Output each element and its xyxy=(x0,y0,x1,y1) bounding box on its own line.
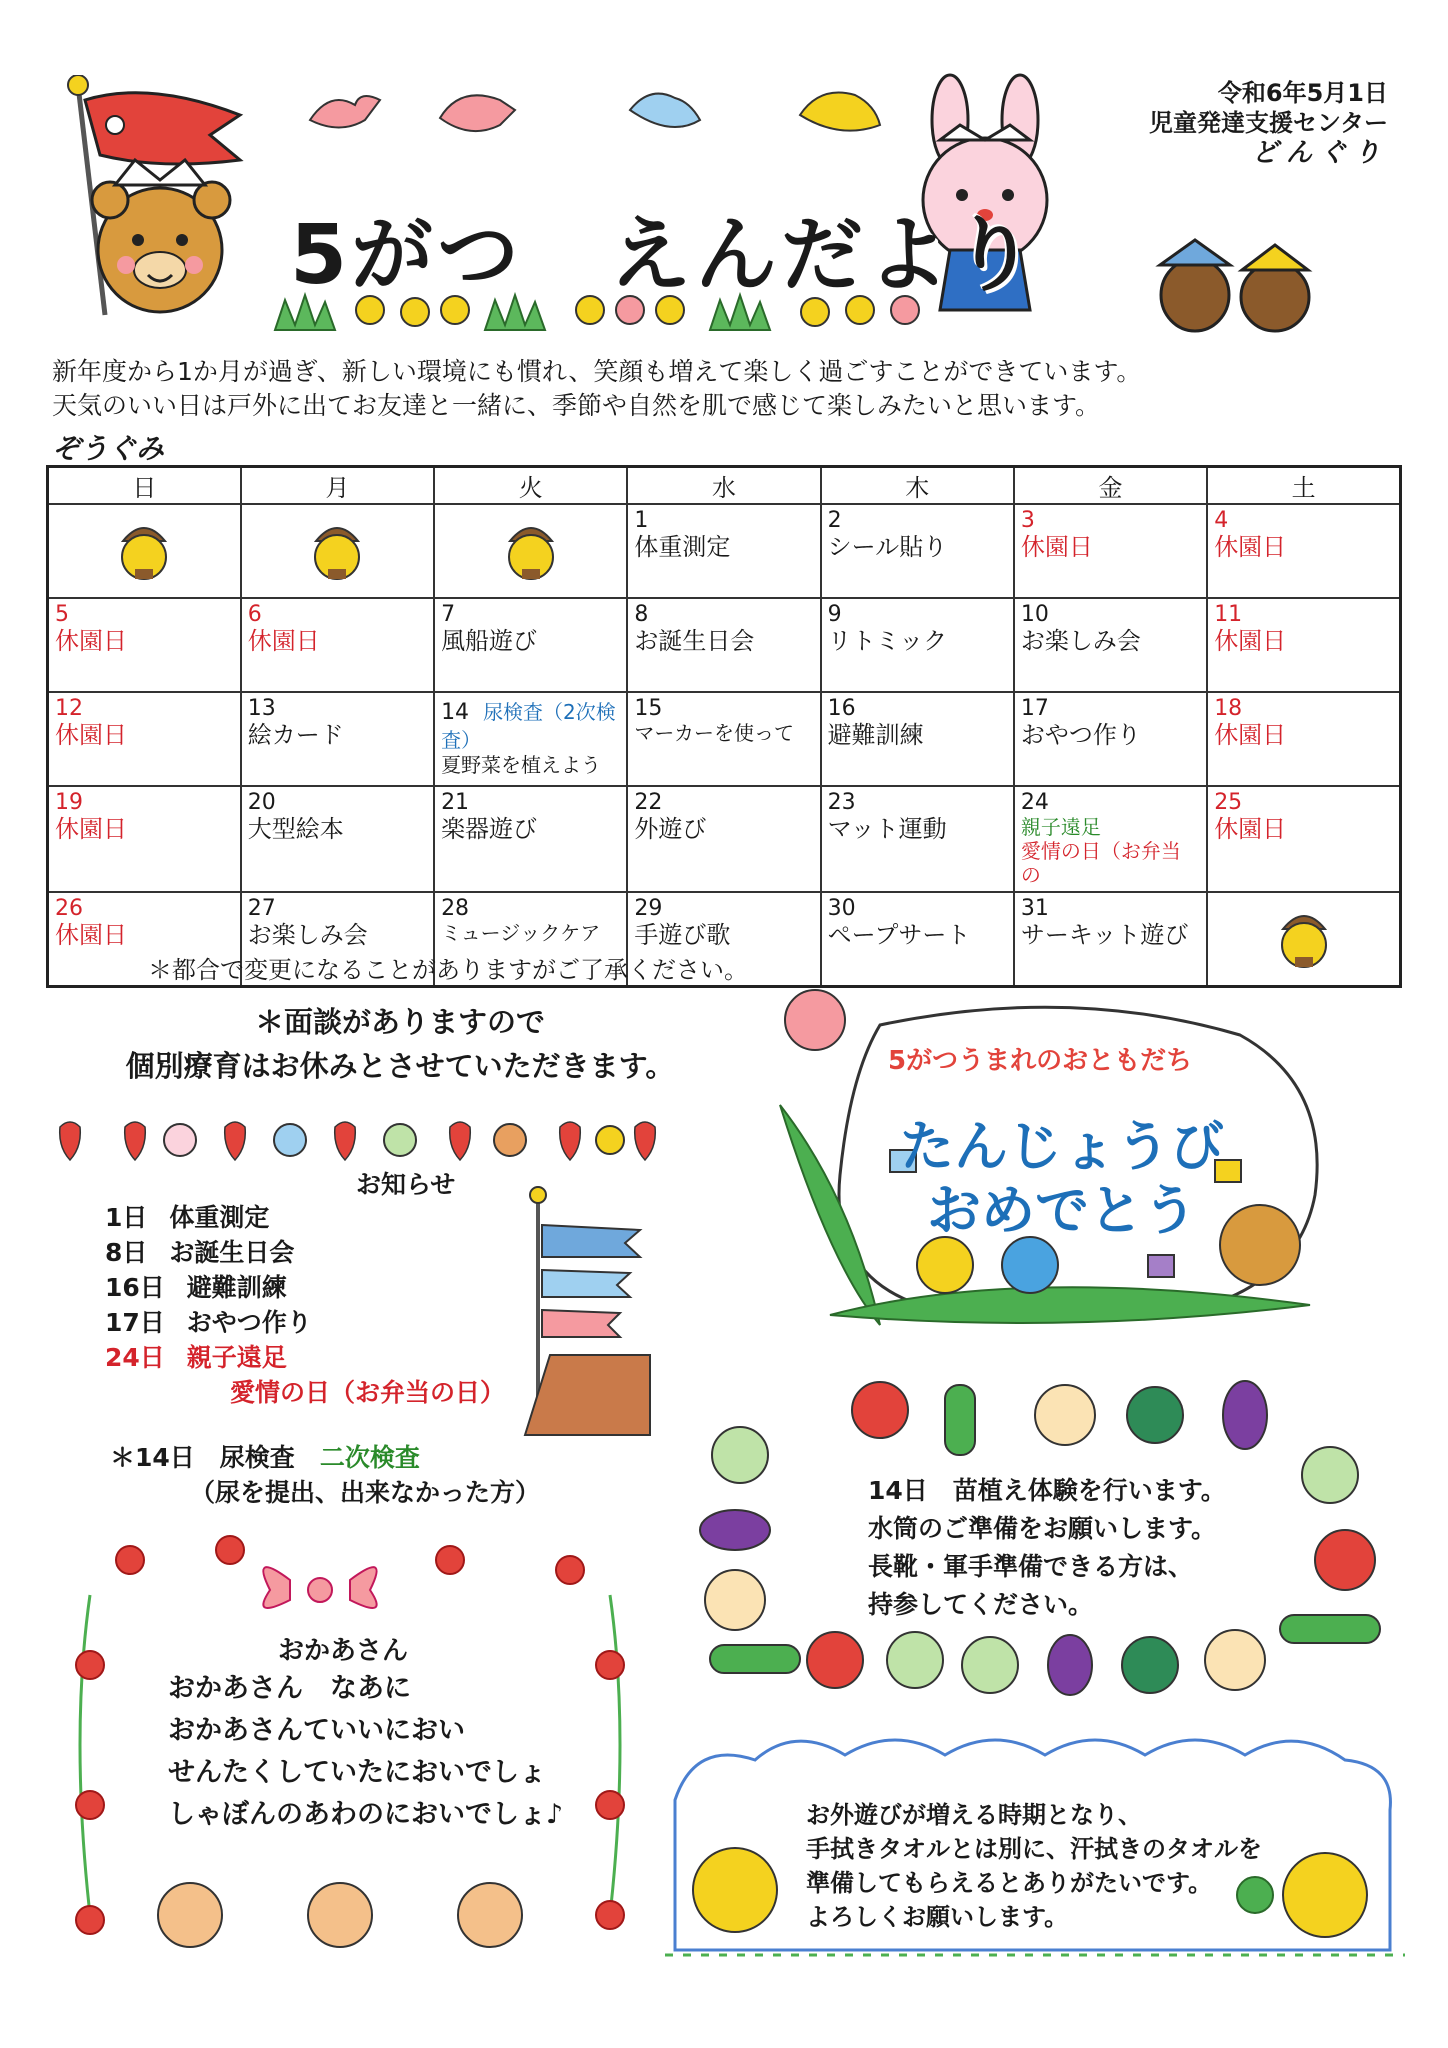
poem-line: しゃぼんのあわのにおいでしょ♪ xyxy=(168,1799,564,1830)
oshirase-date: 24日 xyxy=(105,1343,165,1372)
calendar-day-cell xyxy=(1014,892,1207,987)
poem-line: せんたくしていたにおいでしょ xyxy=(168,1757,546,1788)
calendar-day-cell xyxy=(48,786,241,892)
calendar-event: 休園日 xyxy=(1214,815,1287,843)
calendar-event: 親子遠足 xyxy=(1020,815,1101,839)
calendar-day-cell xyxy=(434,786,627,892)
oshirase-item xyxy=(105,1200,505,1235)
day-number: 30 xyxy=(827,896,856,921)
calendar-day-cell xyxy=(821,692,1014,786)
oshirase-date: 16日 xyxy=(105,1273,165,1302)
planting-line: 水筒のご準備をお願いします。 xyxy=(868,1514,1217,1543)
day-number: 10 xyxy=(1020,602,1049,627)
calendar-event: 楽器遊び xyxy=(441,815,538,843)
page-title: 5がつ えんだより xyxy=(290,208,1040,303)
calendar-day-cell xyxy=(1207,504,1400,598)
towel-line: よろしくお願いします。 xyxy=(806,1903,1069,1931)
day-number: 20 xyxy=(247,790,276,815)
class-name: ぞうぐみ xyxy=(52,432,165,465)
calendar-day-cell xyxy=(627,598,820,692)
planting-line: 持参してください。 xyxy=(868,1590,1094,1619)
calendar-day-cell xyxy=(1014,598,1207,692)
calendar-event: 愛情の日（お弁当の xyxy=(1020,839,1181,887)
strawberry-animals-border xyxy=(50,1112,670,1167)
calendar-event: 手遊び歌 xyxy=(634,921,731,949)
oshirase-item xyxy=(105,1340,505,1375)
day-number: 22 xyxy=(634,790,663,815)
oshirase-text: おやつ作り xyxy=(186,1308,312,1337)
calendar-event: 休園日 xyxy=(1214,627,1287,655)
calendar-event: 休園日 xyxy=(55,627,127,655)
calendar-event: 絵カード xyxy=(247,721,344,749)
calendar-day-cell xyxy=(1207,786,1400,892)
calendar-week-row xyxy=(48,598,1401,692)
birthday-line: おめでとう xyxy=(927,1179,1197,1242)
calendar-event: 休園日 xyxy=(55,815,127,843)
calendar-day-cell xyxy=(1014,786,1207,892)
calendar-event: 体重測定 xyxy=(634,533,731,561)
poem-title: おかあさん xyxy=(278,1636,409,1666)
calendar-day-cell xyxy=(48,504,241,598)
weekday-header-row xyxy=(48,467,1401,505)
calendar-event: お誕生日会 xyxy=(634,627,755,655)
issue-date: 令和6年5月1日 xyxy=(1217,79,1388,107)
day-number: 17 xyxy=(1020,696,1049,721)
calendar-day-cell xyxy=(241,692,434,786)
towel-line: 準備してもらえるとありがたいです。 xyxy=(806,1869,1213,1897)
weekday-header: 水 xyxy=(627,467,820,505)
birds-illustration xyxy=(300,80,900,140)
calendar-day-cell xyxy=(241,786,434,892)
day-number: 13 xyxy=(247,696,276,721)
calendar-day-cell xyxy=(1207,692,1400,786)
urine-test-line: ＊14日 尿検査 xyxy=(110,1443,295,1472)
oshirase-item xyxy=(105,1305,505,1340)
day-number: 26 xyxy=(55,896,83,921)
calendar-day-cell xyxy=(1207,598,1400,692)
calendar-event: 休園日 xyxy=(247,627,320,655)
oshirase-item xyxy=(105,1235,505,1270)
day-number: 8 xyxy=(634,602,649,627)
day-number: 9 xyxy=(827,602,842,627)
calendar-event: 外遊び xyxy=(634,815,707,843)
weekday-header: 土 xyxy=(1207,467,1400,505)
day-number: 6 xyxy=(247,602,262,627)
calendar-event: リトミック xyxy=(827,627,948,655)
day-number: 15 xyxy=(634,696,663,721)
calendar-day-cell xyxy=(434,504,627,598)
calendar-event: シール貼り xyxy=(827,533,948,561)
birthday-greeting xyxy=(900,1115,1224,1243)
calendar-week-row xyxy=(48,786,1401,892)
calendar-event: サーキット遊び xyxy=(1020,921,1189,949)
planting-line: 長靴・軍手準備できる方は、 xyxy=(868,1552,1194,1581)
calendar-day-cell xyxy=(627,786,820,892)
calendar-event: マット運動 xyxy=(827,815,947,843)
day-number: 31 xyxy=(1020,896,1049,921)
calendar-day-cell xyxy=(821,892,1014,987)
day-number: 25 xyxy=(1214,790,1243,815)
bear-koinobori-illustration xyxy=(60,75,260,325)
urine-test-detail: （尿を提出、出来なかった方） xyxy=(190,1478,541,1507)
day-number: 14 xyxy=(441,700,470,725)
day-number: 16 xyxy=(827,696,856,721)
calendar-event: 休園日 xyxy=(1214,721,1287,749)
day-number: 2 xyxy=(827,508,842,533)
calendar-day-cell xyxy=(48,692,241,786)
towel-line: 手拭きタオルとは別に、汗拭きのタオルを xyxy=(806,1835,1262,1863)
calendar-event: 大型絵本 xyxy=(247,815,344,843)
day-number: 18 xyxy=(1214,696,1243,721)
acorn-kids-illustration xyxy=(1150,225,1320,335)
day-number: 29 xyxy=(634,896,663,921)
calendar-event: お楽しみ会 xyxy=(247,921,368,949)
day-number: 5 xyxy=(55,602,69,627)
acorn-icon xyxy=(308,513,366,583)
day-number: 28 xyxy=(441,896,470,921)
oshirase-date: 8日 xyxy=(105,1238,148,1267)
calendar-event: 休園日 xyxy=(1020,533,1093,561)
calendar-event: おやつ作り xyxy=(1020,721,1141,749)
calendar-day-cell xyxy=(821,786,1014,892)
calendar-day-cell xyxy=(821,504,1014,598)
acorn-icon xyxy=(502,513,560,583)
day-number: 3 xyxy=(1020,508,1035,533)
calendar-week-row xyxy=(48,692,1401,786)
calendar-event: 休園日 xyxy=(55,721,127,749)
day-number: 1 xyxy=(634,508,649,533)
acorn-icon xyxy=(1275,901,1333,971)
poem-line: おかあさん なあに xyxy=(168,1673,411,1704)
poem-line: おかあさんていいにおい xyxy=(168,1715,465,1746)
calendar-day-cell xyxy=(48,598,241,692)
day-number: 19 xyxy=(55,790,83,815)
interview-line: ＊面談がありますので xyxy=(254,1005,545,1039)
towel-notice xyxy=(806,1798,1262,1934)
oshirase-title: お知らせ xyxy=(356,1170,456,1199)
oshirase-text: 避難訓練 xyxy=(186,1273,287,1302)
oshirase-item xyxy=(105,1270,505,1305)
urine-test-notice xyxy=(110,1440,540,1510)
koinobori-roof-illustration xyxy=(520,1185,655,1445)
calendar-table xyxy=(46,465,1402,988)
planting-line: 14日 苗植え体験を行います。 xyxy=(868,1476,1226,1505)
urine-test-event: 尿検査（2次検査） xyxy=(441,700,616,752)
calendar-event: お楽しみ会 xyxy=(1020,627,1141,655)
header-info xyxy=(1149,78,1388,168)
poem-text xyxy=(168,1668,563,1836)
day-number: 24 xyxy=(1020,790,1049,815)
day-number: 21 xyxy=(441,790,470,815)
birthday-line: たんじょうび xyxy=(900,1115,1224,1178)
calendar-week-row xyxy=(48,504,1401,598)
calendar-day-cell xyxy=(434,692,627,786)
calendar-day-cell xyxy=(1014,692,1207,786)
calendar-day-cell xyxy=(627,504,820,598)
calendar-event: ミュージックケア xyxy=(441,921,601,945)
day-number: 23 xyxy=(827,790,856,815)
weekday-header: 金 xyxy=(1014,467,1207,505)
second-test-label: 二次検査 xyxy=(319,1443,420,1472)
acorn-icon xyxy=(115,513,173,583)
oshirase-date: 17日 xyxy=(105,1308,165,1337)
oshirase-list xyxy=(105,1200,505,1410)
calendar-day-cell xyxy=(241,598,434,692)
calendar-event: ペープサート xyxy=(827,921,971,949)
intro-text xyxy=(52,355,1392,423)
birthday-subtitle: 5がつうまれのおともだち xyxy=(888,1046,1193,1076)
interview-notice xyxy=(90,1000,710,1088)
schedule-change-note: ＊都合で変更になることがありますがご了承ください。 xyxy=(148,956,748,984)
planting-notice xyxy=(868,1472,1226,1624)
weekday-header: 月 xyxy=(241,467,434,505)
center-name: 児童発達支援センター xyxy=(1148,109,1388,137)
oshirase-text: お誕生日会 xyxy=(169,1238,295,1267)
calendar-event: 避難訓練 xyxy=(827,721,924,749)
calendar-day-cell xyxy=(241,504,434,598)
calendar-day-cell xyxy=(627,692,820,786)
oshirase-text: 体重測定 xyxy=(169,1203,270,1232)
weekday-header: 木 xyxy=(821,467,1014,505)
day-number: 27 xyxy=(247,896,276,921)
weekday-header: 日 xyxy=(48,467,241,505)
interview-line: 個別療育はお休みとさせていただきます。 xyxy=(125,1049,675,1083)
calendar-day-cell xyxy=(434,598,627,692)
intro-line: 新年度から1か月が過ぎ、新しい環境にも慣れ、笑顔も増えて楽しく過ごすことができています。 xyxy=(52,357,1142,386)
oshirase-text: 親子遠足 xyxy=(186,1343,287,1372)
day-number: 4 xyxy=(1214,508,1229,533)
towel-line: お外遊びが増える時期となり、 xyxy=(806,1801,1142,1829)
calendar-event: 休園日 xyxy=(1214,533,1287,561)
day-number: 11 xyxy=(1214,602,1243,627)
calendar-day-cell xyxy=(1207,892,1400,987)
calendar-day-cell xyxy=(821,598,1014,692)
org-name: どんぐり xyxy=(1251,138,1388,168)
day-number: 12 xyxy=(55,696,83,721)
intro-line: 天気のいい日は戸外に出てお友達と一緒に、季節や自然を肌で感じて楽しみたいと思います。 xyxy=(52,391,1101,420)
calendar-event: 風船遊び xyxy=(441,627,538,655)
calendar-day-cell xyxy=(1014,504,1207,598)
calendar-event: 休園日 xyxy=(55,921,127,949)
calendar-event: 夏野菜を植えよう xyxy=(441,753,602,777)
calendar-event: マーカーを使って xyxy=(634,721,794,745)
weekday-header: 火 xyxy=(434,467,627,505)
aijo-day-item: 愛情の日（お弁当の日） xyxy=(230,1378,506,1407)
oshirase-date: 1日 xyxy=(105,1203,148,1232)
day-number: 7 xyxy=(441,602,456,627)
